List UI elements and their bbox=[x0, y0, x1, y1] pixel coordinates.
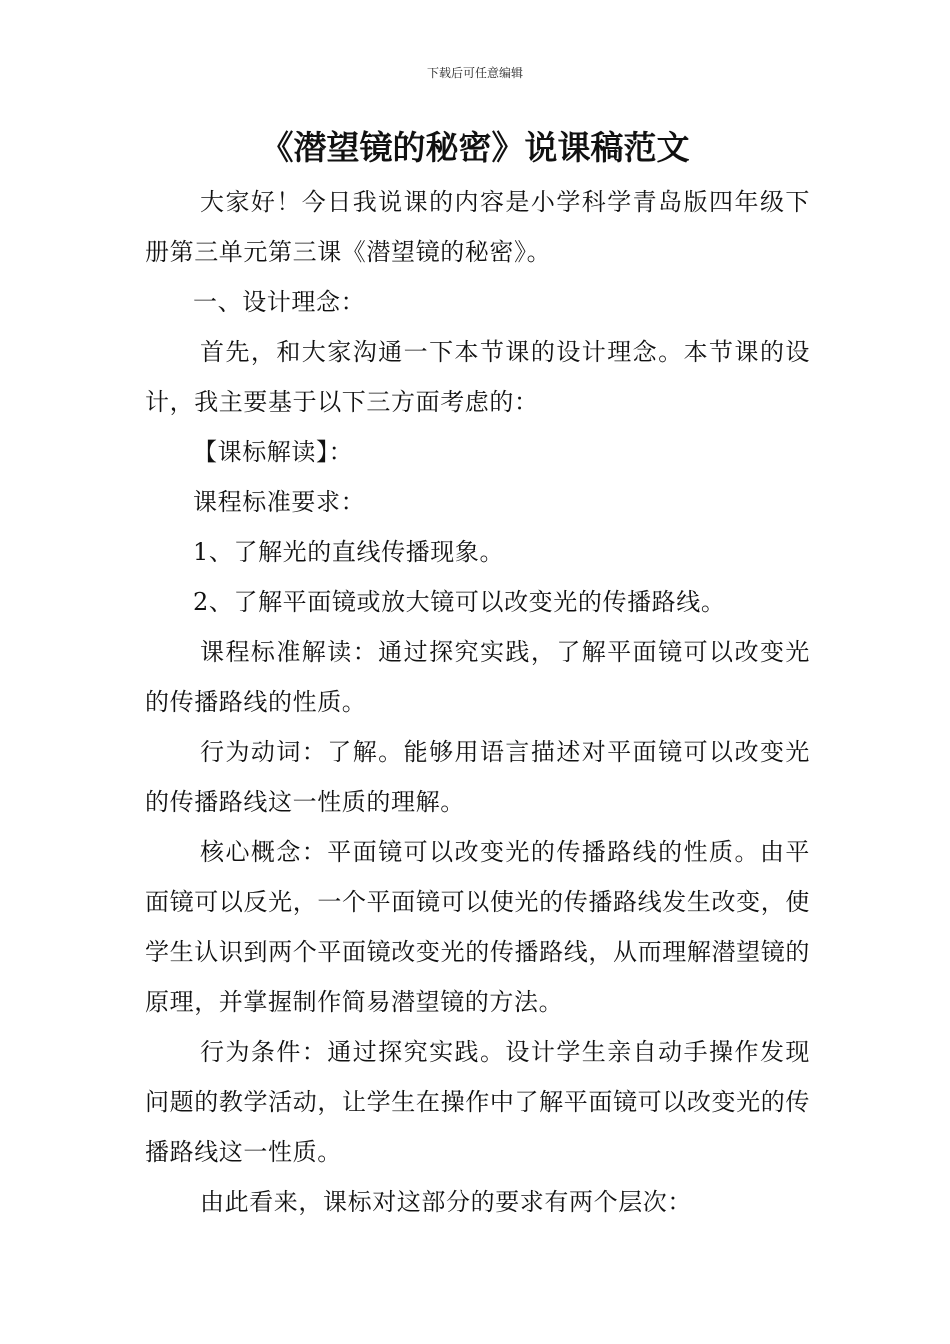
page-header-note: 下载后可任意编辑 bbox=[426, 66, 523, 80]
paragraph-action-verb: 行为动词：了解。能够用语言描述对平面镜可以改变光的传播路线这一性质的理解。 bbox=[145, 738, 810, 816]
paragraph-action-condition: 行为条件：通过探究实践。设计学生亲自动手操作发现问题的教学活动，让学生在操作中了解平面镜可以改变光的传播路线这一性质。 bbox=[145, 1038, 810, 1166]
subheading-curriculum-reading: 【课标解读】： bbox=[193, 438, 354, 466]
paragraph-design-concept: 首先，和大家沟通一下本节课的设计理念。本节课的设计，我主要基于以下三方面考虑的： bbox=[145, 338, 810, 416]
list-item-requirement-2: 2、了解平面镜或放大镜可以改变光的传播路线。 bbox=[193, 588, 726, 616]
paragraph-intro: 大家好！今日我说课的内容是小学科学青岛版四年级下册第三单元第三课《潜望镜的秘密》。 bbox=[145, 188, 810, 266]
document-body bbox=[145, 177, 810, 1227]
subheading-curriculum-requirements: 课程标准要求： bbox=[193, 488, 366, 516]
paragraph-conclusion: 由此看来，课标对这部分的要求有两个层次： bbox=[200, 1188, 692, 1216]
list-item-requirement-1: 1、了解光的直线传播现象。 bbox=[193, 538, 505, 566]
paragraph-core-concept: 核心概念：平面镜可以改变光的传播路线的性质。由平面镜可以反光，一个平面镜可以使光的传播路线发生改变，使学生认识到两个平面镜改变光的传播路线，从而理解潜望镜的原理，并掌握制作简易潜望镜的方法。 bbox=[145, 838, 810, 1016]
document-title: 《潜望镜的秘密》说课稿范文 bbox=[260, 128, 690, 167]
paragraph-curriculum-interpretation: 课程标准解读：通过探究实践，了解平面镜可以改变光的传播路线的性质。 bbox=[145, 638, 810, 716]
section-heading-design-concept: 一、设计理念： bbox=[193, 288, 366, 316]
